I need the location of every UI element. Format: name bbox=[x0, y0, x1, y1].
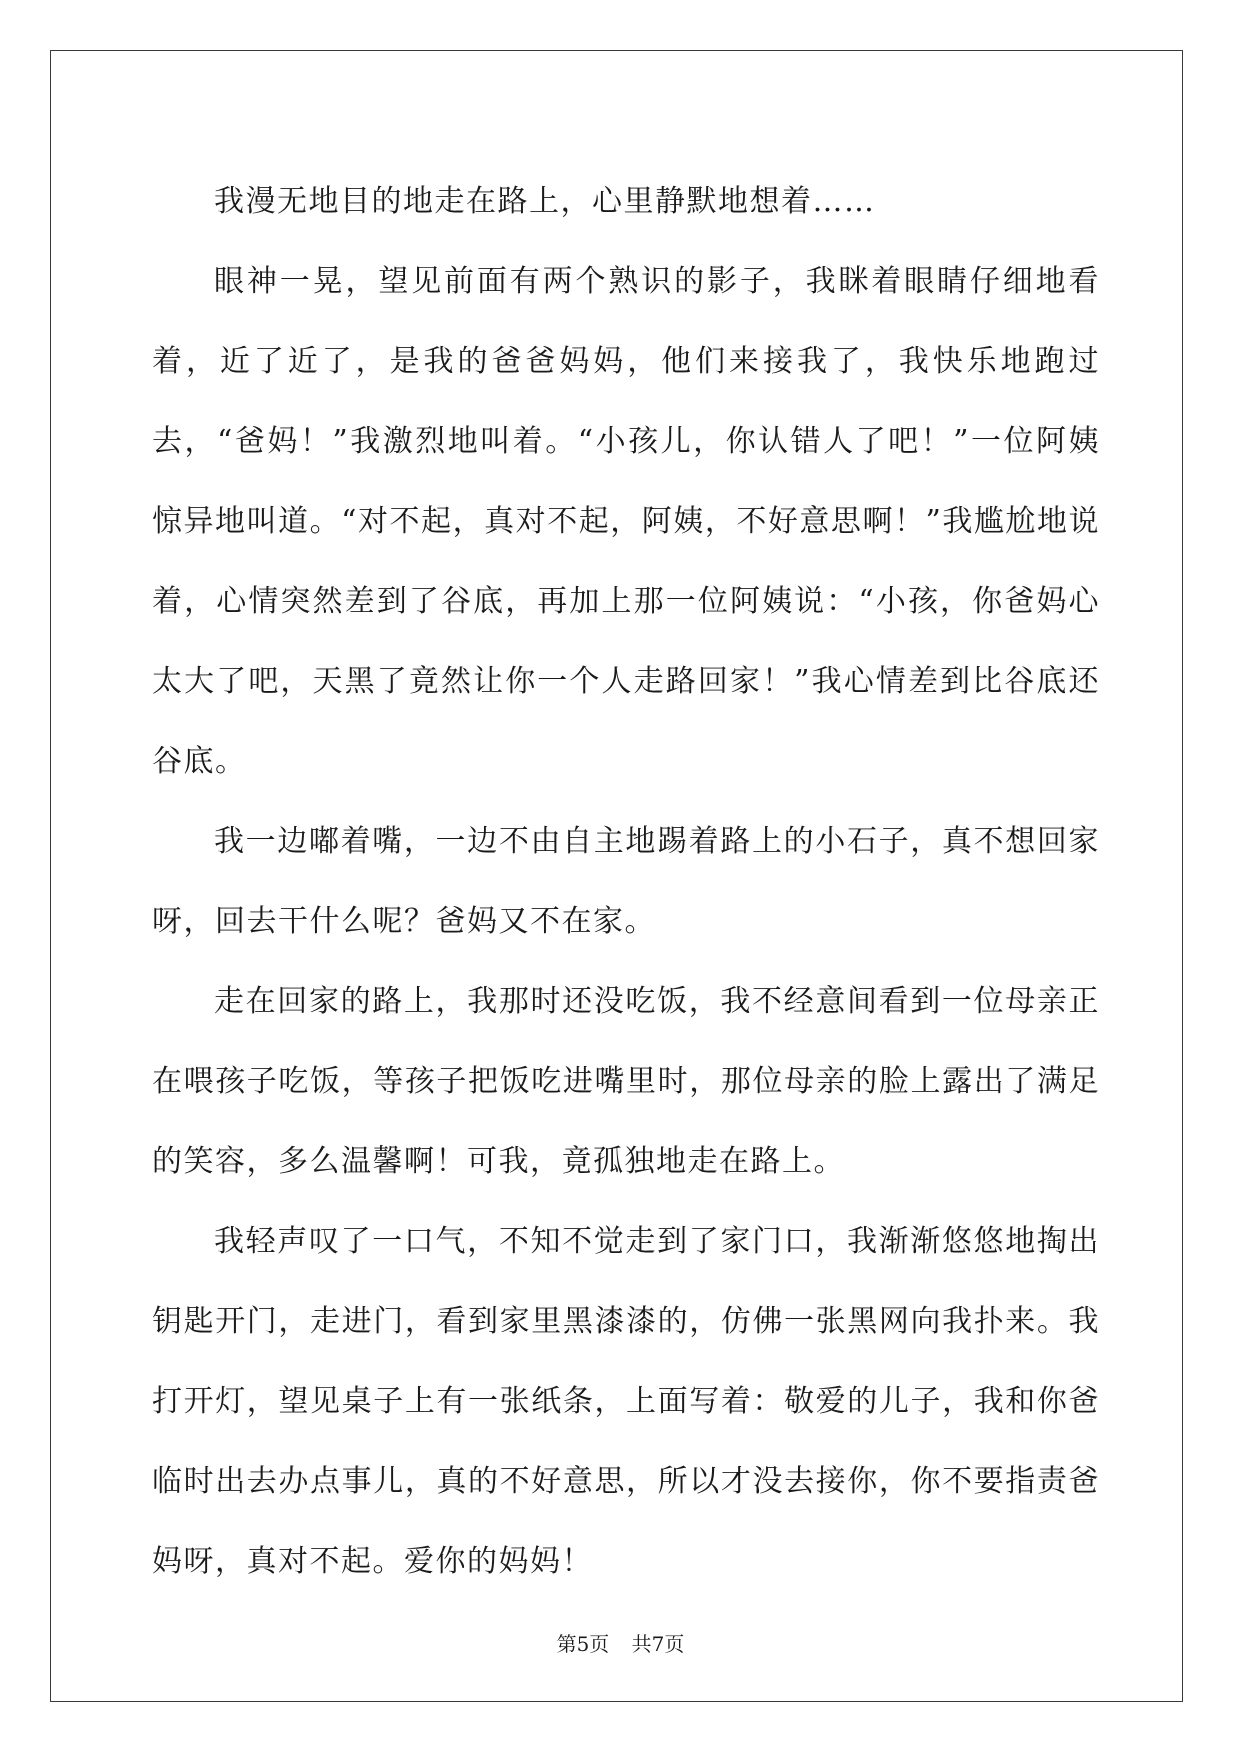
paragraph: 我一边嘟着嘴，一边不由自主地踢着路上的小石子，真不想回家呀，回去干什么呢？爸妈又不在家。 bbox=[152, 824, 1100, 939]
page-total: 共7页 bbox=[631, 1632, 685, 1656]
paragraph: 眼神一晃，望见前面有两个熟识的影子，我眯着眼睛仔细地看着，近了近了，是我的爸爸妈妈，他们来接我了，我快乐地跑过去，“爸妈！”我激烈地叫着。“小孩儿，你认错人了吧！”一位阿姨惊异地叫道。“对不起，真对不起，阿姨，不好意思啊！”我尴尬地说着，心情突然差到了谷底，再加上那一位阿姨说：“小孩，你爸妈心太大了吧，天黑了竟然让你一个人走路回家！”我心情差到比谷底还谷底。 bbox=[152, 264, 1100, 779]
document-body bbox=[152, 162, 1100, 1602]
paragraph: 我轻声叹了一口气，不知不觉走到了家门口，我渐渐悠悠地掏出钥匙开门，走进门，看到家里黑漆漆的，仿佛一张黑网向我扑来。我打开灯，望见桌子上有一张纸条，上面写着：敬爱的儿子，我和你爸临时出去办点事儿，真的不好意思，所以才没去接你，你不要指责爸妈呀，真对不起。爱你的妈妈！ bbox=[152, 1224, 1100, 1579]
page-number: 第5页 bbox=[556, 1632, 610, 1656]
page-footer bbox=[0, 1628, 1241, 1657]
paragraph: 我漫无地目的地走在路上，心里静默地想着…… bbox=[214, 184, 876, 219]
paragraph: 走在回家的路上，我那时还没吃饭，我不经意间看到一位母亲正在喂孩子吃饭，等孩子把饭吃进嘴里时，那位母亲的脸上露出了满足的笑容，多么温馨啊！可我，竟孤独地走在路上。 bbox=[152, 984, 1100, 1179]
